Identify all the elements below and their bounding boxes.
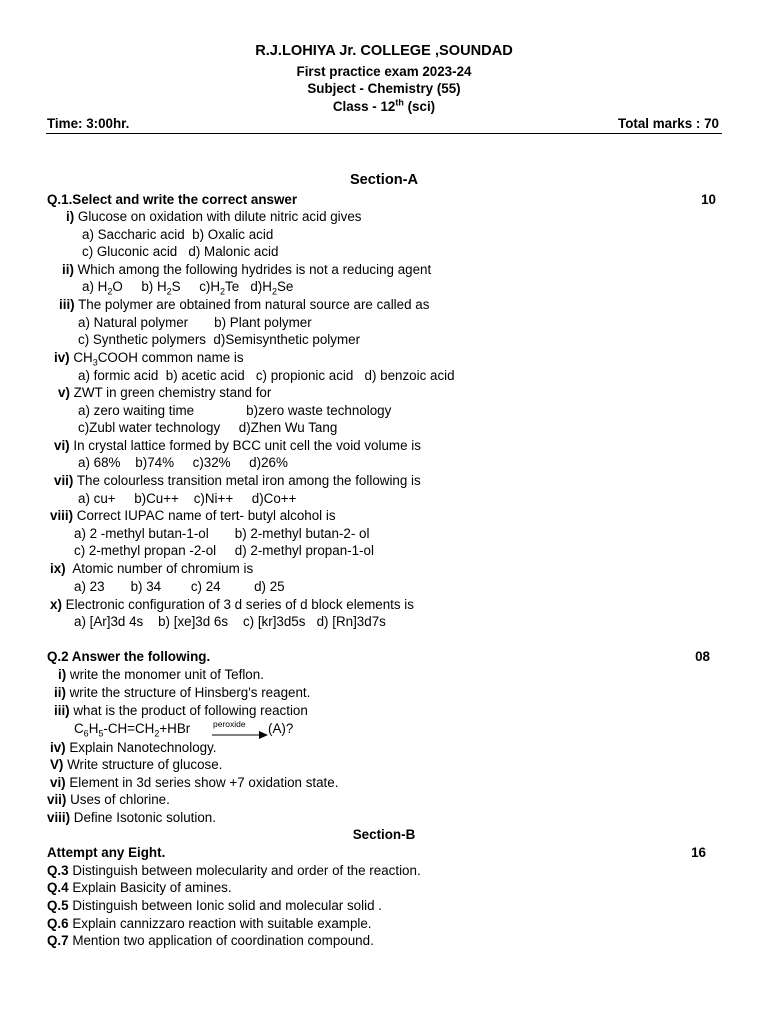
- reaction-lhs: $C_6H_5-CH=CH_2+HBr$: [74, 721, 191, 739]
- header-rule: [46, 133, 722, 134]
- q4: Q.4 Explain Basicity of amines.: [47, 880, 232, 895]
- q6: Q.6 Explain cannizzaro reaction with suitable example.: [47, 916, 372, 931]
- q1-i-options-a: a) Saccharic acid b) Oxalic acid: [82, 227, 274, 242]
- reaction-condition: peroxide: [213, 719, 246, 729]
- q1-viii: viii) Correct IUPAC name of tert- butyl alcohol is: [50, 508, 336, 523]
- q1-v: v) ZWT in green chemistry stand for: [58, 385, 272, 400]
- section-b-heading: Attempt any Eight.: [47, 845, 166, 860]
- q1-i: i) Glucose on oxidation with dilute nitric acid gives: [66, 209, 362, 224]
- q2-heading: Q.2 Answer the following.: [47, 649, 211, 664]
- q1-iv-options: a) formic acid b) acetic acid c) propionic acid d) benzoic acid: [78, 368, 455, 383]
- q1-vi: vi) In crystal lattice formed by BCC unit cell the void volume is: [54, 438, 421, 453]
- q1-ix: ix) Atomic number of chromium is: [50, 561, 254, 576]
- college-name: R.J.LOHIYA Jr. COLLEGE ,SOUNDAD: [255, 43, 513, 59]
- q1-marks: 10: [701, 192, 716, 207]
- q2-viii: viii) Define Isotonic solution.: [47, 810, 216, 825]
- q1-vii-options: a) cu+ b)Cu++ c)Ni++ d)Co++: [78, 491, 297, 506]
- q1-x: x) Electronic configuration of 3 d series of d block elements is: [50, 597, 414, 612]
- q2-v: V) Write structure of glucose.: [50, 757, 223, 772]
- section-b-title: Section-B: [352, 827, 416, 842]
- q2-iv: iv) Explain Nanotechnology.: [50, 740, 217, 755]
- q1-v-options-a: a) zero waiting time b)zero waste technology: [78, 403, 392, 418]
- q1-iv: iv) $CH_3COOH$ common name is: [54, 350, 244, 368]
- q3: Q.3 Distinguish between molecularity and order of the reaction.: [47, 863, 421, 878]
- reaction-rhs: (A)?: [268, 721, 294, 736]
- q1-iii-options-c: c) Synthetic polymers d)Semisynthetic polymer: [78, 332, 361, 347]
- q1-iii-options-a: a) Natural polymer b) Plant polymer: [78, 315, 312, 330]
- time-label: Time: 3:00hr.: [47, 116, 130, 131]
- q1-heading: Q.1.Select and write the correct answer: [47, 192, 298, 207]
- total-marks: Total marks : 70: [618, 116, 719, 131]
- q1-iii: iii) The polymer are obtained from natural source are called as: [59, 297, 430, 312]
- section-b-marks: 16: [691, 845, 706, 860]
- q1-x-options: a) [Ar]3d 4s b) [xe]3d 6s c) [kr]3d5s d) [Rn]3d7s: [74, 614, 386, 629]
- q1-vii: vii) The colourless transition metal iron among the following is: [54, 473, 421, 488]
- q2-vii: vii) Uses of chlorine.: [47, 792, 170, 807]
- q1-v-options-c: c)Zubl water technology d)Zhen Wu Tang: [78, 420, 338, 435]
- q2-marks: 08: [695, 649, 710, 664]
- q2-ii: ii) write the structure of Hinsberg's reagent.: [54, 685, 311, 700]
- q1-vi-options: a) 68% b)74% c)32% d)26%: [78, 455, 288, 470]
- section-a-title: Section-A: [349, 172, 419, 188]
- reaction-arrow-icon: [212, 724, 272, 740]
- q1-ii: ii) Which among the following hydrides is not a reducing agent: [62, 262, 432, 277]
- q5: Q.5 Distinguish between Ionic solid and molecular solid .: [47, 898, 382, 913]
- q1-viii-options-c: c) 2-methyl propan -2-ol d) 2-methyl propan-1-ol: [74, 543, 374, 558]
- class-line: Class - 12th (sci): [332, 97, 436, 114]
- exam-title: First practice exam 2023-24: [296, 64, 472, 79]
- q7: Q.7 Mention two application of coordination compound.: [47, 933, 374, 948]
- q2-vi: vi) Element in 3d series show +7 oxidation state.: [50, 775, 339, 790]
- q2-i: i) write the monomer unit of Teflon.: [58, 667, 264, 682]
- q1-i-options-c: c) Gluconic acid d) Malonic acid: [82, 244, 279, 259]
- subject-line: Subject - Chemistry (55): [307, 81, 461, 96]
- q1-ii-options: a) $H_2O$ b) $H_2S$ $c)H_2Te$ $d)H_2Se$: [82, 279, 294, 297]
- q1-viii-options-a: a) 2 -methyl butan-1-ol b) 2-methyl butan-2- ol: [74, 526, 370, 541]
- q1-ix-options: a) 23 b) 34 c) 24 d) 25: [74, 579, 285, 594]
- q2-iii: iii) what is the product of following reaction: [54, 703, 308, 718]
